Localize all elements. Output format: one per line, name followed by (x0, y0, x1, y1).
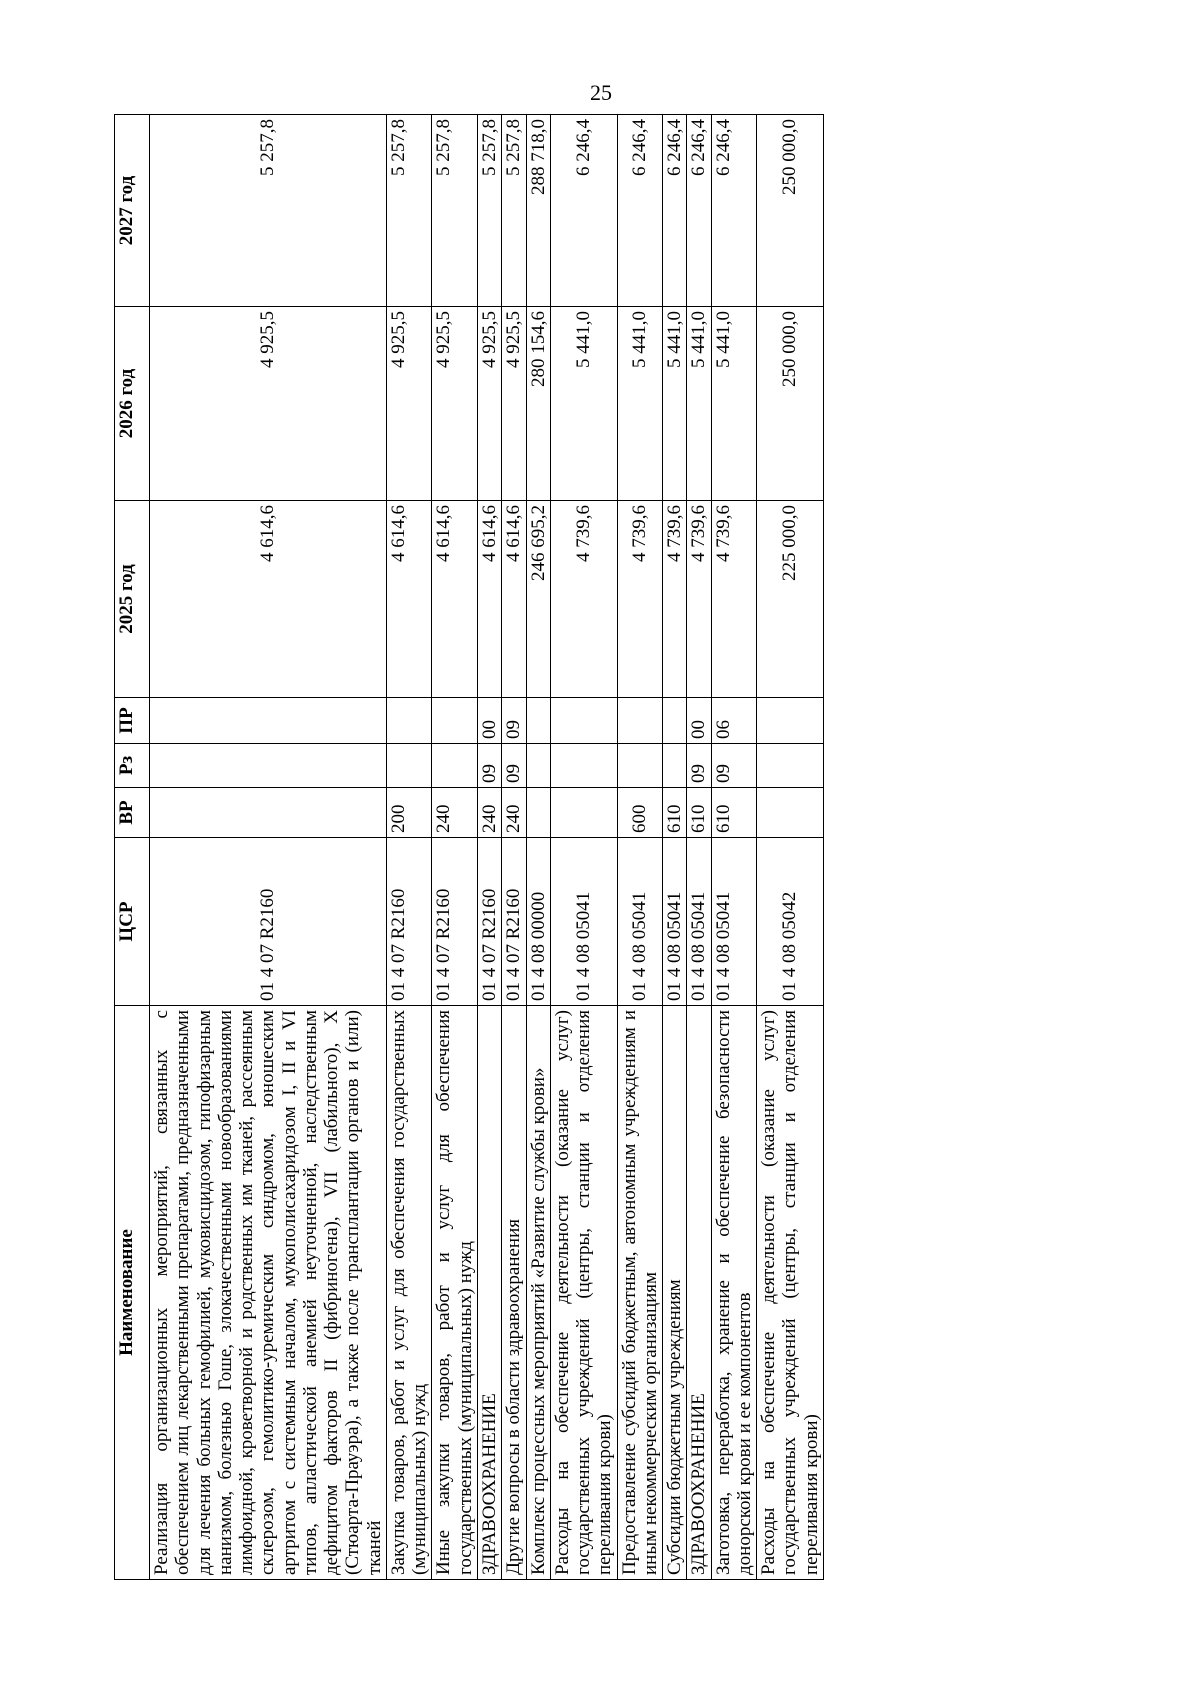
row-2025: 4 614,6 (477, 501, 501, 698)
row-name: Закупка товаров, работ и услуг для обеспечения государственных (муниципальных) нужд (386, 1006, 432, 1580)
row-pr: 06 (711, 698, 757, 744)
table-row (150, 115, 387, 1580)
row-pr (617, 698, 663, 744)
row-2026: 4 925,5 (432, 307, 478, 501)
row-pr (550, 698, 617, 744)
row-csr: 01 4 08 05041 (687, 838, 711, 1006)
row-2027: 6 246,4 (617, 115, 663, 307)
table-row (386, 115, 432, 1580)
row-csr: 01 4 07 R2160 (150, 838, 387, 1006)
row-rz (617, 744, 663, 788)
row-pr: 09 (502, 698, 526, 744)
table-row (757, 115, 824, 1580)
row-name: Расходы на обеспечение деятельности (оказание услуг) государственных учреждений (центры, станции и отделения переливания крови) (550, 1006, 617, 1580)
row-2026: 4 925,5 (150, 307, 387, 501)
row-2027: 5 257,8 (150, 115, 387, 307)
row-rz: 09 (477, 744, 501, 788)
row-vr (150, 788, 387, 838)
row-2026: 4 925,5 (386, 307, 432, 501)
header-2026: 2026 год (115, 307, 150, 501)
row-name: Расходы на обеспечение деятельности (оказание услуг) государственных учреждений (центры, станции и отделения переливания крови) (757, 1006, 824, 1580)
row-name: Предоставление субсидий бюджетным, автономным учреждениям и иным некоммерческим организациям (617, 1006, 663, 1580)
row-csr: 01 4 07 R2160 (502, 838, 526, 1006)
row-2025: 246 695,2 (526, 501, 550, 698)
row-2026: 5 441,0 (617, 307, 663, 501)
row-rz (663, 744, 687, 788)
row-vr: 610 (711, 788, 757, 838)
table-row (711, 115, 757, 1580)
row-name: Комплекс процессных мероприятий «Развитие службы крови» (526, 1006, 550, 1580)
row-2025: 4 739,6 (687, 501, 711, 698)
row-pr (386, 698, 432, 744)
row-vr: 240 (477, 788, 501, 838)
row-2027: 6 246,4 (663, 115, 687, 307)
row-name: Другие вопросы в области здравоохранения (502, 1006, 526, 1580)
row-csr: 01 4 08 05041 (663, 838, 687, 1006)
header-2027: 2027 год (115, 115, 150, 307)
row-vr: 240 (502, 788, 526, 838)
row-vr: 600 (617, 788, 663, 838)
budget-table (114, 114, 824, 1580)
row-rz: 09 (711, 744, 757, 788)
row-rz (432, 744, 478, 788)
header-vr: ВР (115, 788, 150, 838)
row-name: ЗДРАВООХРАНЕНИЕ (477, 1006, 501, 1580)
row-2025: 4 739,6 (550, 501, 617, 698)
row-rz (150, 744, 387, 788)
row-rz (386, 744, 432, 788)
row-name: Заготовка, переработка, хранение и обеспечение безопасности донорской крови и ее компонентов (711, 1006, 757, 1580)
row-rz: 09 (502, 744, 526, 788)
row-vr (550, 788, 617, 838)
header-pr: ПР (115, 698, 150, 744)
row-2025: 4 739,6 (617, 501, 663, 698)
row-2027: 5 257,8 (386, 115, 432, 307)
row-name: ЗДРАВООХРАНЕНИЕ (687, 1006, 711, 1580)
row-vr: 240 (432, 788, 478, 838)
row-rz: 09 (687, 744, 711, 788)
table-row (502, 115, 526, 1580)
row-2025: 4 614,6 (432, 501, 478, 698)
row-name: Реализация организационных мероприятий, связанных с обеспечением лиц лекарственными препаратами, предназначенными для лечения больных гемофилией, муковисцидозом, гипофизарным нанизмом, болезнью Гоше, злокачественными новообразованиями лимфоидной, кроветворной и родственных им тканей, рассеянным склерозом, гемолитико-уремическим синдромом, юношеским артритом с системным началом, мукополисахаридозом I, II и VI типов, апластической анемией неуточненной, наследственным дефицитом факторов II (фибриногена), VII (лабильного), X (Стюарта-Прауэра), а также после трансплантации органов и (или) тканей (150, 1006, 387, 1580)
row-name: Субсидии бюджетным учреждениям (663, 1006, 687, 1580)
row-vr: 200 (386, 788, 432, 838)
row-2026: 4 925,5 (502, 307, 526, 501)
row-pr: 00 (477, 698, 501, 744)
row-2026: 5 441,0 (711, 307, 757, 501)
header-rz: Рз (115, 744, 150, 788)
row-2025: 4 614,6 (386, 501, 432, 698)
row-2027: 5 257,8 (432, 115, 478, 307)
row-2026: 280 154,6 (526, 307, 550, 501)
row-2026: 250 000,0 (757, 307, 824, 501)
row-csr: 01 4 08 05041 (617, 838, 663, 1006)
row-2027: 5 257,8 (502, 115, 526, 307)
row-rz (550, 744, 617, 788)
row-2025: 4 739,6 (663, 501, 687, 698)
row-csr: 01 4 08 05041 (550, 838, 617, 1006)
row-2025: 225 000,0 (757, 501, 824, 698)
header-name: Наименование (115, 1006, 150, 1580)
row-2027: 5 257,8 (477, 115, 501, 307)
row-vr: 610 (687, 788, 711, 838)
row-name: Иные закупки товаров, работ и услуг для обеспечения государственных (муниципальных) нужд (432, 1006, 478, 1580)
row-vr (526, 788, 550, 838)
row-2027: 6 246,4 (711, 115, 757, 307)
row-csr: 01 4 08 05042 (757, 838, 824, 1006)
row-2025: 4 614,6 (150, 501, 387, 698)
row-2027: 6 246,4 (550, 115, 617, 307)
header-row (115, 115, 150, 1580)
row-rz (526, 744, 550, 788)
row-csr: 01 4 07 R2160 (386, 838, 432, 1006)
row-2026: 5 441,0 (550, 307, 617, 501)
row-pr (663, 698, 687, 744)
row-csr: 01 4 07 R2160 (432, 838, 478, 1006)
row-2026: 5 441,0 (687, 307, 711, 501)
row-vr: 610 (663, 788, 687, 838)
table-row (526, 115, 550, 1580)
row-2027: 6 246,4 (687, 115, 711, 307)
row-2026: 4 925,5 (477, 307, 501, 501)
page-number: 25 (590, 80, 612, 105)
row-2027: 288 718,0 (526, 115, 550, 307)
row-pr (150, 698, 387, 744)
row-pr (432, 698, 478, 744)
row-vr (757, 788, 824, 838)
rotated-table-container (114, 115, 1062, 1580)
row-2025: 4 614,6 (502, 501, 526, 698)
row-csr: 01 4 08 00000 (526, 838, 550, 1006)
row-2027: 250 000,0 (757, 115, 824, 307)
row-rz (757, 744, 824, 788)
row-csr: 01 4 08 05041 (711, 838, 757, 1006)
row-pr (526, 698, 550, 744)
row-pr: 00 (687, 698, 711, 744)
table-row (617, 115, 663, 1580)
row-csr: 01 4 07 R2160 (477, 838, 501, 1006)
row-pr (757, 698, 824, 744)
header-2025: 2025 год (115, 501, 150, 698)
table-row (663, 115, 687, 1580)
header-csr: ЦСР (115, 838, 150, 1006)
table-row (687, 115, 711, 1580)
table-row (550, 115, 617, 1580)
table-row (477, 115, 501, 1580)
table-row (432, 115, 478, 1580)
row-2026: 5 441,0 (663, 307, 687, 501)
row-2025: 4 739,6 (711, 501, 757, 698)
